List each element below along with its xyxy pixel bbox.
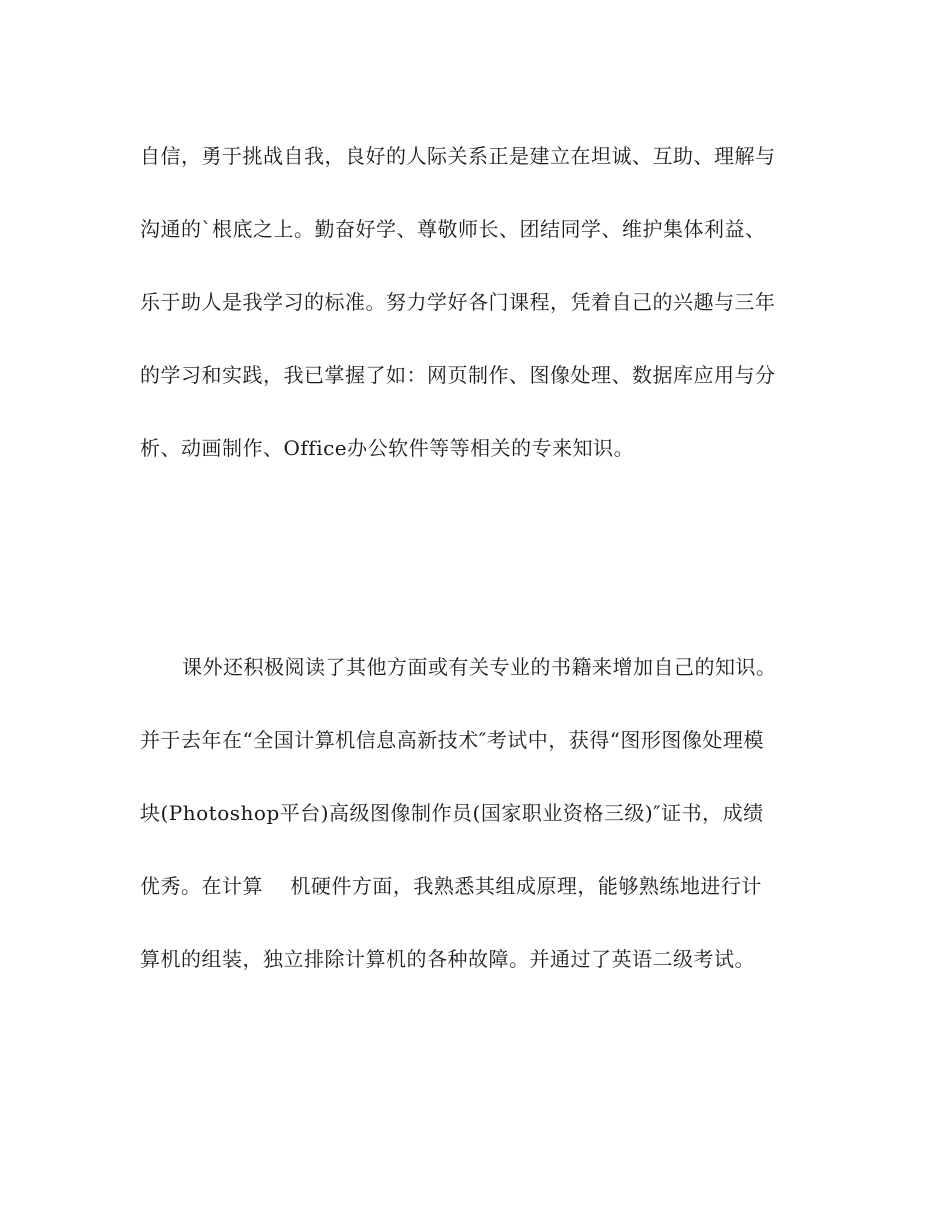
paragraph-line: 析、动画制作、Office办公软件等等相关的专来知识。 xyxy=(140,436,635,460)
paragraph-line: 乐于助人是我学习的标准。努力学好各门课程，凭着自己的兴趣与三年 xyxy=(140,290,776,314)
paragraph-line: 块(Photoshop平台)高级图像制作员(国家职业资格三级)″证书，成绩 xyxy=(140,801,764,825)
paragraph-line: 并于去年在“全国计算机信息高新技术″考试中，获得“图形图像处理模 xyxy=(140,728,764,752)
paragraph-line: 算机的组装，独立排除计算机的各种故障。并通过了英语二级考试。 xyxy=(140,947,755,971)
paragraph-line: 优秀。在计算 机硬件方面，我熟悉其组成原理，能够熟练地进行计 xyxy=(140,874,762,898)
paragraph-line: 沟通的`根底之上。勤奋好学、尊敬师长、团结同学、维护集体利益、 xyxy=(140,217,766,241)
paragraph-line: 自信，勇于挑战自我，良好的人际关系正是建立在坦诚、互助、理解与 xyxy=(140,144,776,168)
paragraph-line: 的学习和实践，我已掌握了如：网页制作、图像处理、数据库应用与分 xyxy=(140,363,776,387)
paragraph-line: 课外还积极阅读了其他方面或有关专业的书籍来增加自己的知识。 xyxy=(182,655,777,679)
